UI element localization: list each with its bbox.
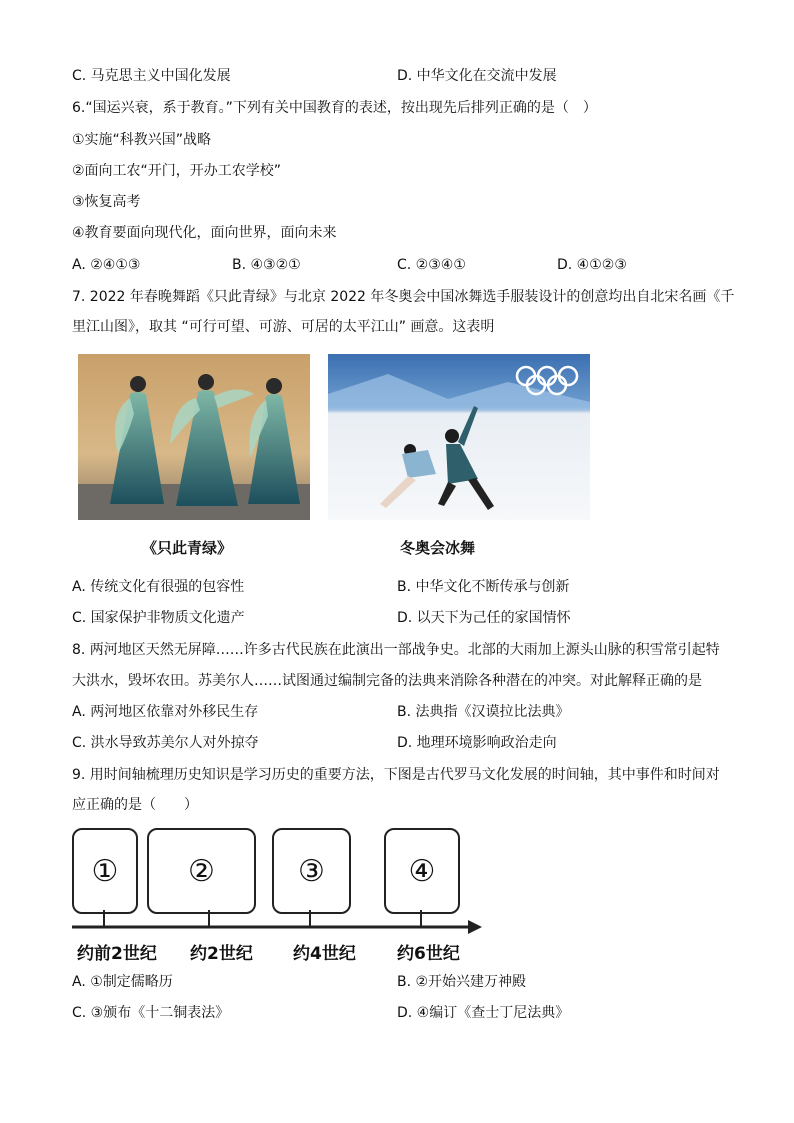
q8-stem-line1: 8. 两河地区天然无屏障……许多古代民族在此演出一部战争史。北部的大雨加上源头山脉的积雪常引起特 [72, 642, 720, 658]
q9-option-b: B. ②开始兴建万神殿 [397, 974, 527, 990]
q7-option-d: D. 以天下为己任的家国情怀 [397, 610, 571, 626]
timeline-box-3 [272, 828, 351, 914]
q6-item-4: ④教育要面向现代化，面向世界，面向未来 [72, 225, 337, 241]
q8-option-c: C. 洪水导致苏美尔人对外掠夺 [72, 735, 259, 751]
timeline-box-1 [72, 828, 138, 914]
timeline-box-4-label: ④ [408, 853, 436, 889]
timeline-box-2 [147, 828, 256, 914]
q6-stem: 6.“国运兴衰，系于教育。”下列有关中国教育的表述，按出现先后排列正确的是（ ） [72, 100, 597, 116]
q8-option-b: B. 法典指《汉谟拉比法典》 [397, 704, 570, 720]
q9-stem-line1: 9. 用时间轴梳理历史知识是学习历史的重要方法，下图是古代罗马文化发展的时间轴，其中事件和时间对 [72, 767, 720, 783]
q7-stem-line2: 里江山图》，取其 “可行可望、可游、可居的太平江山” 画意。这表明 [72, 319, 495, 335]
q8-option-d: D. 地理环境影响政治走向 [397, 735, 557, 751]
timeline-label-1: 约前2世纪 [77, 944, 157, 964]
timeline-box-4 [384, 828, 460, 914]
caption-dance: 《只此青绿》 [142, 539, 233, 557]
timeline-label-4: 约6世纪 [397, 944, 460, 964]
q8-stem-line2: 大洪水，毁坏农田。苏美尔人……试图通过编制完备的法典来消除各种潜在的冲突。对此解释正确的是 [72, 673, 702, 689]
q5-option-c: C. 马克思主义中国化发展 [72, 68, 231, 84]
timeline-label-2: 约2世纪 [190, 944, 253, 964]
ice-dance-photo [328, 354, 590, 520]
dance-photo [78, 354, 310, 520]
q9-stem-line2: 应正确的是（ ） [72, 797, 198, 813]
q9-option-a: A. ①制定儒略历 [72, 974, 173, 990]
timeline-box-2-label: ② [188, 853, 215, 889]
timeline-box-3-label: ③ [298, 853, 325, 889]
q6-option-d: D. ④①②③ [557, 257, 627, 273]
q9-option-c: C. ③颁布《十二铜表法》 [72, 1005, 230, 1021]
caption-ice-dance: 冬奥会冰舞 [400, 539, 476, 557]
q6-item-3: ③恢复高考 [72, 194, 141, 210]
q7-option-b: B. 中华文化不断传承与创新 [397, 579, 570, 595]
q7-stem-line1: 7. 2022 年春晚舞蹈《只此青绿》与北京 2022 年冬奥会中国冰舞选手服装设计的创意均出自北宋名画《千 [72, 289, 735, 305]
q8-option-a: A. 两河地区依靠对外移民生存 [72, 704, 259, 720]
q6-item-2: ②面向工农“开门，开办工农学校” [72, 163, 282, 179]
timeline-box-1-label: ① [91, 853, 119, 889]
q7-option-c: C. 国家保护非物质文化遗产 [72, 610, 245, 626]
q6-item-1: ①实施“科教兴国”战略 [72, 132, 212, 148]
q7-option-a: A. 传统文化有很强的包容性 [72, 579, 245, 595]
q6-option-c: C. ②③④① [397, 257, 466, 273]
q5-option-d: D. 中华文化在交流中发展 [397, 68, 557, 84]
timeline-axis-arrow [72, 918, 484, 936]
q9-option-d: D. ④编订《查士丁尼法典》 [397, 1005, 570, 1021]
timeline-label-3: 约4世纪 [293, 944, 356, 964]
q6-option-a: A. ②④①③ [72, 257, 141, 273]
q6-option-b: B. ④③②① [232, 257, 301, 273]
